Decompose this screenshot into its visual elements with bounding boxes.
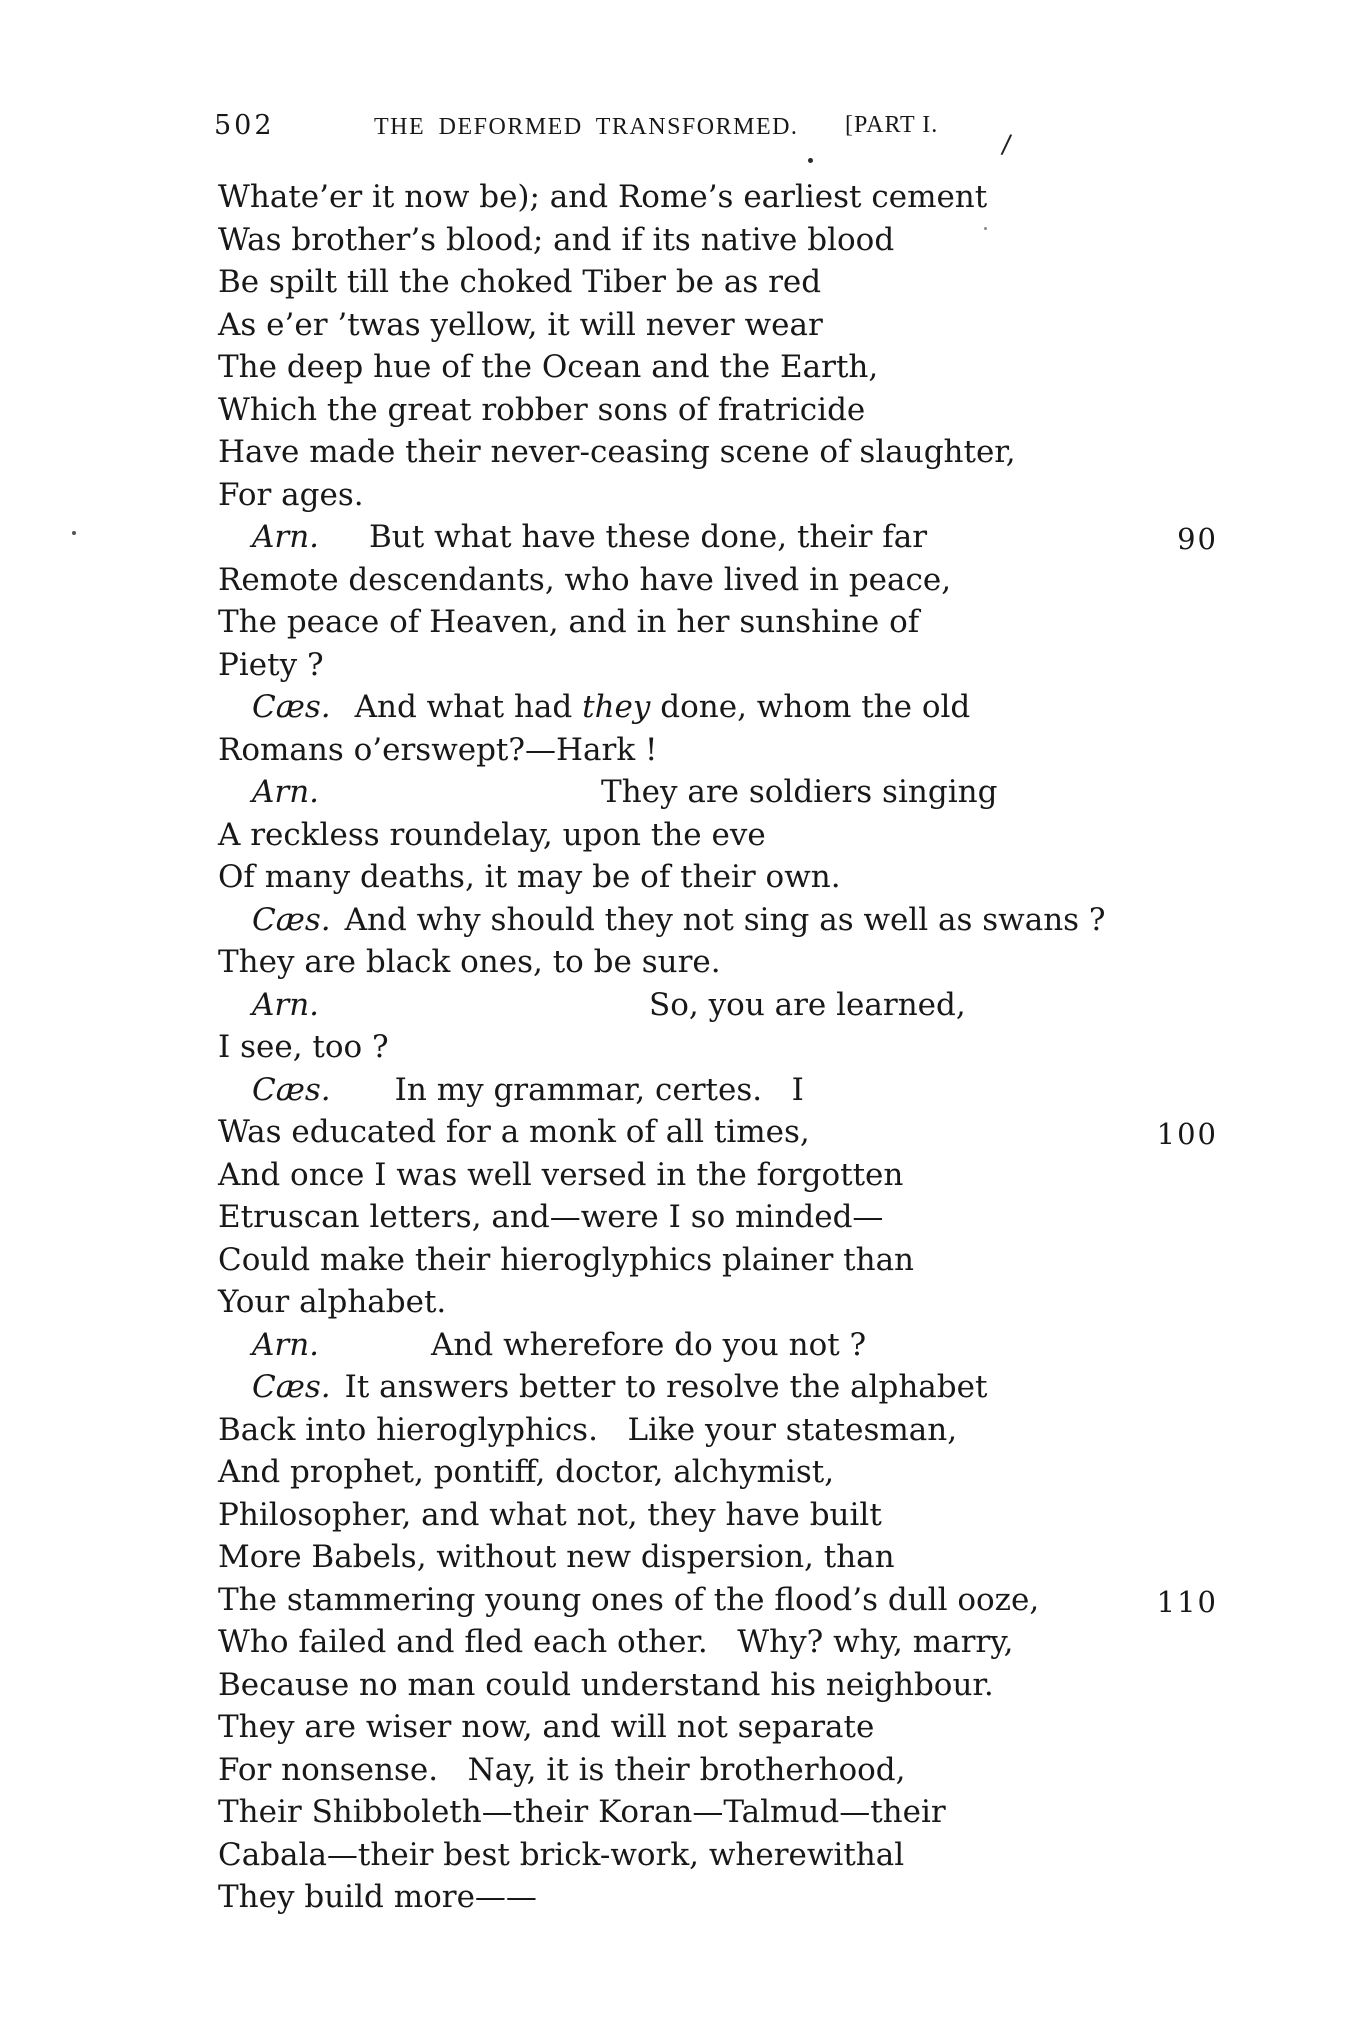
verse-text: Was educated for a monk of all times, <box>218 1114 810 1150</box>
verse-line <box>218 686 1244 729</box>
verse-line <box>218 1239 1244 1282</box>
verse-line <box>218 984 1244 1027</box>
verse-text: Their Shibboleth—their Koran—Talmud—their <box>218 1794 946 1830</box>
verse-text: The peace of Heaven, and in her sunshine of <box>218 604 920 640</box>
verse-line <box>218 1834 1244 1877</box>
verse-text: In my grammar, certes. I <box>394 1071 804 1108</box>
verse-line-number: 110 <box>1156 1584 1218 1619</box>
verse-line <box>218 1536 1244 1579</box>
verse-line <box>218 1409 1244 1452</box>
verse-line <box>218 1621 1244 1664</box>
verse-line <box>218 1451 1244 1494</box>
verse-line <box>218 1324 1244 1367</box>
verse-line <box>218 1579 1244 1622</box>
verse-line <box>218 1749 1244 1792</box>
verse-text: They are soldiers singing <box>601 774 998 810</box>
verse-text: For ages. <box>218 476 364 513</box>
verse-text: But what have these done, their far <box>369 519 928 555</box>
verse-text: More Babels, without new dispersion, than <box>218 1539 895 1575</box>
speaker-label: Arn. <box>252 1326 320 1363</box>
verse-text: Whate’er it now be); and Rome’s earliest cement <box>218 179 988 215</box>
verse-line <box>218 771 1244 814</box>
verse-line <box>218 601 1244 644</box>
speaker-label: Arn. <box>252 519 320 555</box>
verse-text: done, whom the old <box>650 689 971 725</box>
verse-text: Could make their hieroglyphics plainer than <box>218 1241 915 1278</box>
verse-line <box>218 856 1244 899</box>
verse-line <box>218 261 1244 304</box>
verse-text: They build more—— <box>218 1879 537 1915</box>
verse-text: It answers better to resolve the alphabet <box>344 1369 988 1405</box>
verse-line <box>218 1196 1244 1239</box>
verse-text: Back into hieroglyphics. Like your statesman, <box>218 1411 958 1448</box>
verse-text: Cabala—their best brick-work, wherewithal <box>218 1836 905 1873</box>
verse-line <box>218 219 1244 262</box>
verse-line <box>218 941 1244 984</box>
verse-line <box>218 1069 1244 1112</box>
verse-text: Of many deaths, it may be of their own. <box>218 859 841 895</box>
verse-line <box>218 899 1244 942</box>
verse-line <box>218 1026 1244 1069</box>
verse-text: Because no man could understand his neighbour. <box>218 1666 994 1703</box>
verse-line <box>218 729 1244 772</box>
verse-text: And why should they not sing as well as swans ? <box>344 901 1106 938</box>
verse-line <box>218 346 1244 389</box>
verse-line <box>218 1791 1244 1834</box>
verse-line <box>218 814 1244 857</box>
verse-text: The stammering young ones of the flood’s dull ooze, <box>218 1581 1040 1618</box>
verse-text: A reckless roundelay, upon the eve <box>218 816 766 853</box>
verse-line <box>218 1494 1244 1537</box>
verse-text: Philosopher, and what not, they have built <box>218 1496 882 1533</box>
verse-text: And once I was well versed in the forgotten <box>218 1156 904 1193</box>
speaker-label: Cæs. <box>252 1071 331 1108</box>
verse-text: Etruscan letters, and—were I so minded— <box>218 1199 884 1235</box>
verse-line-number: 90 <box>1177 522 1218 556</box>
verse-text: Which the great robber sons of fratricide <box>218 391 866 428</box>
verse-text: The deep hue of the Ocean and the Earth, <box>218 349 879 385</box>
scan-speck <box>72 531 76 535</box>
speaker-label: Arn. <box>252 986 320 1023</box>
verse-line <box>218 559 1244 602</box>
speaker-label: Cæs. <box>252 901 331 938</box>
verse-text: I see, too ? <box>218 1029 389 1065</box>
verse-line <box>218 1706 1244 1749</box>
verse-line <box>218 1281 1244 1324</box>
emphasized-word: they <box>582 689 651 725</box>
speaker-label: Cæs. <box>252 1369 331 1405</box>
page-number: 502 <box>214 110 275 141</box>
verse-text: Remote descendants, who have lived in peace, <box>218 561 952 598</box>
verse-text-block <box>218 176 1244 1919</box>
verse-text: Who failed and fled each other. Why? why, marry, <box>218 1624 1014 1660</box>
verse-text: Romans o’erswept?—Hark ! <box>218 731 658 768</box>
running-head-title: THE DEFORMED TRANSFORMED. <box>374 114 799 140</box>
verse-text: Be spilt till the choked Tiber be as red <box>218 264 822 300</box>
verse-line <box>218 176 1244 219</box>
verse-line <box>218 1664 1244 1707</box>
verse-text: Have made their never-ceasing scene of slaughter, <box>218 434 1016 470</box>
verse-text: Piety ? <box>218 646 324 683</box>
verse-text: Your alphabet. <box>218 1284 447 1320</box>
verse-line <box>218 431 1244 474</box>
verse-line <box>218 1366 1244 1409</box>
stray-pen-mark: / <box>999 129 1013 161</box>
verse-text: They are black ones, to be sure. <box>218 944 721 980</box>
verse-line <box>218 1154 1244 1197</box>
speaker-label: Cæs. <box>252 689 331 725</box>
verse-text: Was brother’s blood; and if its native blood <box>218 221 895 258</box>
verse-text: For nonsense. Nay, it is their brotherhood, <box>218 1751 906 1788</box>
verse-line <box>218 644 1244 687</box>
verse-line <box>218 474 1244 517</box>
running-head-part: [PART I. <box>845 112 939 138</box>
verse-line <box>218 1876 1244 1919</box>
speaker-label: Arn. <box>252 774 320 810</box>
verse-line <box>218 304 1244 347</box>
verse-line <box>218 389 1244 432</box>
verse-text: So, you are learned, <box>649 986 966 1023</box>
verse-line <box>218 1111 1244 1154</box>
scan-speck <box>808 158 813 163</box>
verse-line-number: 100 <box>1156 1117 1218 1151</box>
verse-text: And prophet, pontiff, doctor, alchymist, <box>218 1454 835 1490</box>
verse-text: They are wiser now, and will not separate <box>218 1709 875 1745</box>
verse-text: And wherefore do you not ? <box>431 1326 867 1363</box>
verse-line <box>218 516 1244 559</box>
verse-text: As e’er ’twas yellow, it will never wear <box>218 306 823 343</box>
verse-text: And what had <box>354 689 583 725</box>
